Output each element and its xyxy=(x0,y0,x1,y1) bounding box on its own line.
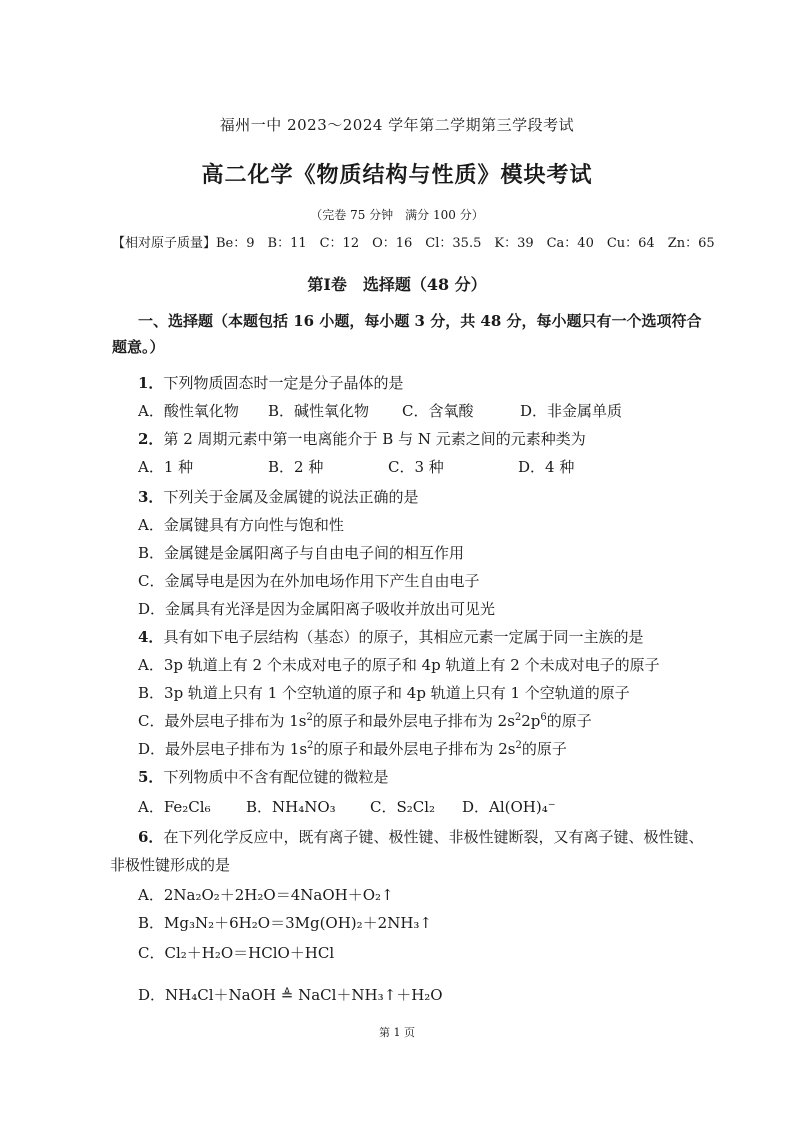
question-6-option-c: C．Cl₂＋H₂O＝HClO＋HCl xyxy=(138,944,335,962)
option-a: A．1 种 xyxy=(138,458,194,476)
question-3-option-b: B．金属键是金属阳离子与自由电子间的相互作用 xyxy=(138,544,465,562)
question-4-option-a: A．3p 轨道上有 2 个未成对电子的原子和 4p 轨道上有 2 个未成对电子的原子 xyxy=(138,656,660,674)
question-number: 6． xyxy=(138,828,164,846)
option-c: C．S₂Cl₂ xyxy=(370,798,436,816)
question-stem: 下列物质中不含有配位键的微粒是 xyxy=(163,768,389,786)
option-a: A．Fe₂Cl₆ xyxy=(138,798,211,816)
section-intro-line1: 一、选择题（本题包括 16 小题，每小题 3 分，共 48 分，每小题只有一个选项符合 xyxy=(138,312,702,330)
option-c-text: C．最外层电子排布为 1s xyxy=(138,712,307,730)
superscript: 2 xyxy=(515,740,522,751)
question-6-option-d: D．NH₄Cl＋NaOH ≜ NaCl＋NH₃↑＋H₂O xyxy=(138,986,443,1004)
option-c: C．3 种 xyxy=(388,458,444,476)
superscript: 2 xyxy=(307,740,314,751)
question-stem: 下列物质固态时一定是分子晶体的是 xyxy=(163,374,404,392)
question-4-option-b: B．3p 轨道上只有 1 个空轨道的原子和 4p 轨道上只有 1 个空轨道的原子 xyxy=(138,684,630,702)
question-1-options xyxy=(138,400,622,421)
exam-title: 高二化学《物质结构与性质》模块考试 xyxy=(201,162,593,188)
question-6-option-a: A．2Na₂O₂＋2H₂O＝4NaOH＋O₂↑ xyxy=(138,886,394,904)
question-6 xyxy=(138,826,703,847)
option-b: B．碱性氧化物 xyxy=(268,402,370,420)
question-6-option-b: B．Mg₃N₂＋6H₂O＝3Mg(OH)₂＋2NH₃↑ xyxy=(138,914,433,932)
question-3-option-d: D．金属具有光泽是因为金属阳离子吸收并放出可见光 xyxy=(138,600,496,618)
option-d-text: D．最外层电子排布为 1s xyxy=(138,740,308,758)
page-number: 第 1 页 xyxy=(379,1026,415,1039)
question-4-option-d xyxy=(138,738,567,759)
section-intro-line2: 题意。） xyxy=(112,338,165,356)
option-d: D．Al(OH)₄⁻ xyxy=(462,798,556,816)
section-title: 第Ⅰ卷 选择题（48 分） xyxy=(307,275,487,294)
option-c-text: 2p xyxy=(521,712,541,730)
school-header: 福州一中 2023～2024 学年第二学期第三学段考试 xyxy=(219,116,575,134)
option-a: A．酸性氧化物 xyxy=(138,402,239,420)
question-1 xyxy=(138,372,403,393)
exam-meta: （完卷 75 分钟 满分 100 分） xyxy=(310,208,484,222)
question-4-option-c xyxy=(138,710,592,731)
option-d: D．非金属单质 xyxy=(520,402,623,420)
question-3 xyxy=(138,486,418,507)
question-3-option-a: A．金属键具有方向性与饱和性 xyxy=(138,516,344,534)
question-stem: 具有如下电子层结构（基态）的原子，其相应元素一定属于同一主族的是 xyxy=(163,628,644,646)
superscript: 2 xyxy=(514,712,522,723)
question-number: 1． xyxy=(138,374,164,392)
question-stem: 第 2 周期元素中第一电离能介于 B 与 N 元素之间的元素种类为 xyxy=(163,430,586,448)
option-c-text: 的原子和最外层电子排布为 2s xyxy=(312,712,515,730)
atomic-masses: 【相对原子质量】Be：9 B：11 C：12 O：16 Cl：35.5 K：39 Ca：40 Cu：64 Zn：65 xyxy=(112,236,715,251)
superscript: 6 xyxy=(540,712,547,723)
option-b: B．NH₄NO₃ xyxy=(246,798,336,816)
question-5-options xyxy=(138,796,556,817)
question-number: 5． xyxy=(138,768,164,786)
question-number: 3． xyxy=(138,488,164,506)
question-2-options xyxy=(138,456,574,477)
question-stem: 下列关于金属及金属键的说法正确的是 xyxy=(163,488,419,506)
question-3-option-c: C．金属导电是因为在外加电场作用下产生自由电子 xyxy=(138,572,480,590)
question-2 xyxy=(138,428,586,449)
question-stem: 在下列化学反应中，既有离子键、极性键、非极性键断裂，又有离子键、极性键、 xyxy=(163,828,704,846)
question-6-stem-continued: 非极性键形成的是 xyxy=(110,856,231,874)
superscript: 2 xyxy=(306,712,313,723)
option-d-text: 的原子 xyxy=(521,740,567,758)
question-4 xyxy=(138,626,643,647)
option-b: B．2 种 xyxy=(268,458,324,476)
question-number: 4． xyxy=(138,628,164,646)
option-c-text: 的原子 xyxy=(546,712,592,730)
option-c: C．含氧酸 xyxy=(402,402,474,420)
question-5 xyxy=(138,766,388,787)
option-d-text: 的原子和最外层电子排布为 2s xyxy=(313,740,516,758)
option-d: D．4 种 xyxy=(518,458,575,476)
question-number: 2． xyxy=(138,430,164,448)
